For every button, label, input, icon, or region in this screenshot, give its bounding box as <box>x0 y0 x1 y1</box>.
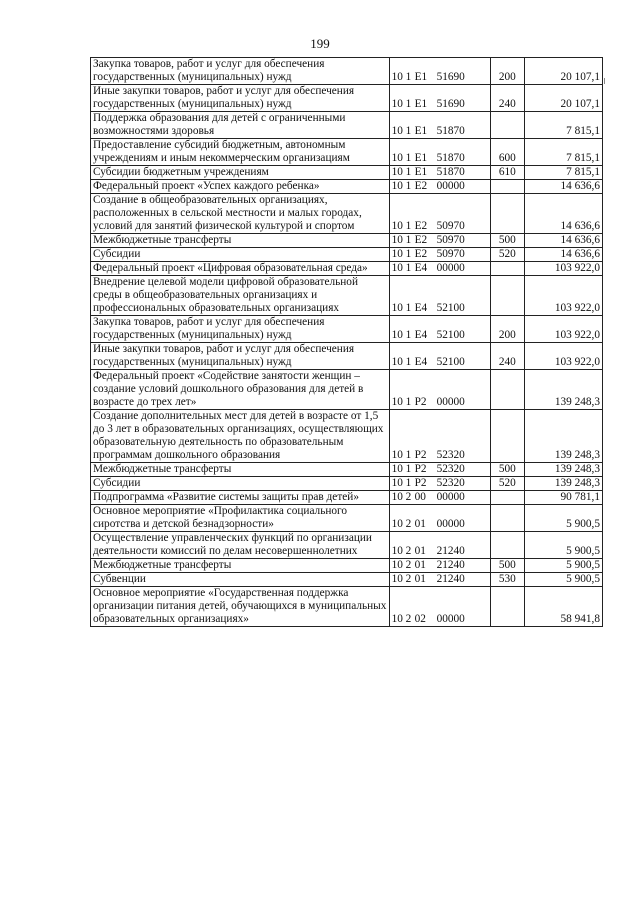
code-subsection: 2 <box>405 545 412 557</box>
table-row <box>91 316 603 343</box>
code-program: P2 <box>414 449 427 461</box>
row-name: Иные закупки товаров, работ и услуг для обеспечения государственных (муниципальных) нужд <box>93 343 355 368</box>
row-amount: 14 636,6 <box>524 248 602 262</box>
row-name: Предоставление субсидий бюджетным, автономным учреждениям и иным некоммерческим организациям <box>93 139 350 164</box>
row-expense-type: 200 <box>490 58 524 85</box>
row-name-cell <box>91 234 390 248</box>
row-expense-type: 240 <box>490 85 524 112</box>
scan-mark <box>604 78 605 84</box>
row-code-cell <box>389 180 490 194</box>
code-program: P2 <box>414 477 427 489</box>
row-amount: 14 636,6 <box>524 194 602 234</box>
code-subsection: 1 <box>405 166 412 178</box>
row-amount: 139 248,3 <box>524 410 602 463</box>
table-row <box>91 532 603 559</box>
row-name-cell <box>91 166 390 180</box>
row-name-cell <box>91 276 390 316</box>
code-section: 10 <box>391 613 403 625</box>
code-section: 10 <box>391 573 403 585</box>
code-subsection: 1 <box>405 234 412 246</box>
row-name: Основное мероприятие «Профилактика социального сиротства и детской безнадзорности» <box>93 505 348 530</box>
code-subsection: 1 <box>405 71 412 83</box>
code-direction: 50970 <box>436 248 465 260</box>
code-direction: 52320 <box>436 449 465 461</box>
row-code-cell <box>389 194 490 234</box>
row-code-cell <box>389 262 490 276</box>
code-subsection: 1 <box>405 329 412 341</box>
code-direction: 00000 <box>436 180 465 192</box>
code-section: 10 <box>391 356 403 368</box>
row-code-cell <box>389 559 490 573</box>
row-amount: 5 900,5 <box>524 573 602 587</box>
code-program: E4 <box>414 356 428 368</box>
code-program: E1 <box>414 152 428 164</box>
table-row <box>91 559 603 573</box>
row-amount: 20 107,1 <box>524 58 602 85</box>
code-section: 10 <box>391 559 403 571</box>
code-program: 01 <box>414 518 426 530</box>
row-name-cell <box>91 370 390 410</box>
row-name-cell <box>91 58 390 85</box>
code-subsection: 2 <box>405 518 412 530</box>
row-name-cell <box>91 194 390 234</box>
row-code-cell <box>389 532 490 559</box>
row-name-cell <box>91 587 390 627</box>
page-number: 199 <box>310 36 330 51</box>
row-expense-type: 500 <box>490 463 524 477</box>
row-expense-type <box>490 112 524 139</box>
code-section: 10 <box>391 166 403 178</box>
row-amount: 90 781,1 <box>524 491 602 505</box>
code-section: 10 <box>391 329 403 341</box>
row-name: Федеральный проект «Цифровая образовательная среда» <box>93 262 368 274</box>
row-name: Основное мероприятие «Государственная поддержка организации питания детей, обучающихся в муниципальных образовательных организациях» <box>93 587 387 625</box>
row-code-cell <box>389 410 490 463</box>
row-code-cell <box>389 316 490 343</box>
table-row <box>91 166 603 180</box>
table-row <box>91 276 603 316</box>
code-section: 10 <box>391 248 403 260</box>
row-amount: 103 922,0 <box>524 316 602 343</box>
row-name: Федеральный проект «Успех каждого ребенка» <box>93 180 320 192</box>
code-direction: 52100 <box>436 356 465 368</box>
code-program: 01 <box>414 573 426 585</box>
code-subsection: 2 <box>405 613 412 625</box>
row-expense-type: 600 <box>490 139 524 166</box>
row-name-cell <box>91 139 390 166</box>
row-name: Межбюджетные трансферты <box>93 559 232 571</box>
code-program: E1 <box>414 98 428 110</box>
code-subsection: 1 <box>405 463 412 475</box>
row-amount: 14 636,6 <box>524 180 602 194</box>
row-amount: 103 922,0 <box>524 276 602 316</box>
row-amount: 5 900,5 <box>524 559 602 573</box>
table-row <box>91 370 603 410</box>
code-section: 10 <box>391 491 403 503</box>
row-code-cell <box>389 587 490 627</box>
row-code-cell <box>389 58 490 85</box>
code-subsection: 1 <box>405 302 412 314</box>
row-name: Внедрение целевой модели цифровой образовательной среды в общеобразовательных организациях и профессиональных образовательных организациях <box>93 276 358 314</box>
code-section: 10 <box>391 302 403 314</box>
table-row <box>91 85 603 112</box>
row-expense-type <box>490 505 524 532</box>
code-program: E1 <box>414 166 428 178</box>
code-subsection: 1 <box>405 356 412 368</box>
table-row <box>91 463 603 477</box>
code-subsection: 1 <box>405 125 412 137</box>
code-subsection: 2 <box>405 573 412 585</box>
row-name: Межбюджетные трансферты <box>93 463 232 475</box>
code-subsection: 1 <box>405 98 412 110</box>
code-direction: 51870 <box>436 152 465 164</box>
row-amount: 103 922,0 <box>524 262 602 276</box>
table-row <box>91 248 603 262</box>
table-row <box>91 505 603 532</box>
code-subsection: 2 <box>405 559 412 571</box>
code-program: E4 <box>414 329 428 341</box>
row-expense-type <box>490 180 524 194</box>
code-direction: 00000 <box>436 396 465 408</box>
code-section: 10 <box>391 396 403 408</box>
code-subsection: 1 <box>405 180 412 192</box>
table-row <box>91 491 603 505</box>
row-code-cell <box>389 477 490 491</box>
row-name-cell <box>91 477 390 491</box>
code-program: 01 <box>414 559 426 571</box>
row-code-cell <box>389 248 490 262</box>
code-program: E1 <box>414 125 428 137</box>
code-direction: 00000 <box>436 262 465 274</box>
row-expense-type: 200 <box>490 316 524 343</box>
code-subsection: 1 <box>405 477 412 489</box>
code-direction: 51690 <box>436 71 465 83</box>
code-section: 10 <box>391 180 403 192</box>
row-name: Межбюджетные трансферты <box>93 234 232 246</box>
budget-table <box>90 57 603 627</box>
row-code-cell <box>389 85 490 112</box>
code-program: E4 <box>414 302 428 314</box>
code-program: E2 <box>414 248 428 260</box>
row-name-cell <box>91 180 390 194</box>
row-expense-type <box>490 370 524 410</box>
code-direction: 50970 <box>436 234 465 246</box>
table-row <box>91 234 603 248</box>
code-subsection: 1 <box>405 262 412 274</box>
table-row <box>91 139 603 166</box>
row-name-cell <box>91 559 390 573</box>
row-name-cell <box>91 248 390 262</box>
table-row <box>91 194 603 234</box>
row-name-cell <box>91 532 390 559</box>
row-amount: 58 941,8 <box>524 587 602 627</box>
code-section: 10 <box>391 125 403 137</box>
row-name: Создание в общеобразовательных организациях, расположенных в сельской местности и малых городах, условий для занятий физической культурой и спортом <box>93 194 362 232</box>
row-name: Федеральный проект «Содействие занятости женщин – создание условий дошкольного образования для детей в возрасте до трех лет» <box>93 370 364 408</box>
row-amount: 5 900,5 <box>524 532 602 559</box>
code-section: 10 <box>391 220 403 232</box>
code-subsection: 1 <box>405 449 412 461</box>
row-name: Поддержка образования для детей с ограниченными возможностями здоровья <box>93 112 346 137</box>
table-row <box>91 112 603 139</box>
code-section: 10 <box>391 477 403 489</box>
budget-table-body <box>91 58 603 627</box>
row-expense-type <box>490 491 524 505</box>
row-code-cell <box>389 139 490 166</box>
row-code-cell <box>389 166 490 180</box>
row-name: Создание дополнительных мест для детей в возрасте от 1,5 до 3 лет в образовательных организациях, осуществляющих образовательную деятельность по образовательным программам дошкольного образования <box>93 410 384 461</box>
code-section: 10 <box>391 518 403 530</box>
code-direction: 52100 <box>436 302 465 314</box>
row-amount: 7 815,1 <box>524 166 602 180</box>
code-program: E1 <box>414 71 428 83</box>
code-direction: 52320 <box>436 463 465 475</box>
code-subsection: 1 <box>405 248 412 260</box>
code-section: 10 <box>391 98 403 110</box>
code-section: 10 <box>391 545 403 557</box>
table-row <box>91 58 603 85</box>
row-name-cell <box>91 410 390 463</box>
code-direction: 51870 <box>436 166 465 178</box>
code-subsection: 1 <box>405 152 412 164</box>
row-code-cell <box>389 112 490 139</box>
code-direction: 00000 <box>436 518 465 530</box>
row-name: Иные закупки товаров, работ и услуг для обеспечения государственных (муниципальных) нужд <box>93 85 355 110</box>
row-name: Субвенции <box>93 573 146 585</box>
row-name-cell <box>91 316 390 343</box>
row-expense-type <box>490 410 524 463</box>
row-code-cell <box>389 573 490 587</box>
row-expense-type: 610 <box>490 166 524 180</box>
code-program: 02 <box>414 613 426 625</box>
code-direction: 00000 <box>436 613 465 625</box>
code-subsection: 1 <box>405 220 412 232</box>
row-amount: 139 248,3 <box>524 370 602 410</box>
row-code-cell <box>389 276 490 316</box>
row-code-cell <box>389 505 490 532</box>
row-name-cell <box>91 505 390 532</box>
code-program: E4 <box>414 262 428 274</box>
row-expense-type <box>490 587 524 627</box>
row-name-cell <box>91 85 390 112</box>
code-program: E2 <box>414 220 428 232</box>
code-direction: 00000 <box>436 491 465 503</box>
row-amount: 5 900,5 <box>524 505 602 532</box>
row-expense-type: 520 <box>490 477 524 491</box>
code-direction: 51690 <box>436 98 465 110</box>
row-name: Субсидии <box>93 248 141 260</box>
code-program: E2 <box>414 180 428 192</box>
code-program: 01 <box>414 545 426 557</box>
row-code-cell <box>389 491 490 505</box>
table-row <box>91 180 603 194</box>
code-section: 10 <box>391 463 403 475</box>
row-name: Субсидии бюджетным учреждениям <box>93 166 269 178</box>
code-direction: 21240 <box>436 559 465 571</box>
code-section: 10 <box>391 152 403 164</box>
row-amount: 139 248,3 <box>524 477 602 491</box>
row-expense-type: 530 <box>490 573 524 587</box>
code-direction: 51870 <box>436 125 465 137</box>
table-row <box>91 343 603 370</box>
code-section: 10 <box>391 262 403 274</box>
code-subsection: 1 <box>405 396 412 408</box>
row-code-cell <box>389 234 490 248</box>
row-expense-type <box>490 194 524 234</box>
code-program: 00 <box>414 491 426 503</box>
row-name-cell <box>91 463 390 477</box>
row-code-cell <box>389 463 490 477</box>
row-expense-type: 520 <box>490 248 524 262</box>
row-expense-type <box>490 276 524 316</box>
code-program: E2 <box>414 234 428 246</box>
code-section: 10 <box>391 234 403 246</box>
row-name: Субсидии <box>93 477 141 489</box>
row-amount: 20 107,1 <box>524 85 602 112</box>
code-direction: 52100 <box>436 329 465 341</box>
row-name-cell <box>91 491 390 505</box>
table-row <box>91 410 603 463</box>
code-section: 10 <box>391 449 403 461</box>
row-name-cell <box>91 262 390 276</box>
code-direction: 50970 <box>436 220 465 232</box>
code-subsection: 2 <box>405 491 412 503</box>
row-name: Закупка товаров, работ и услуг для обеспечения государственных (муниципальных) нужд <box>93 58 325 83</box>
row-code-cell <box>389 370 490 410</box>
code-section: 10 <box>391 71 403 83</box>
row-amount: 103 922,0 <box>524 343 602 370</box>
code-direction: 21240 <box>436 545 465 557</box>
row-amount: 14 636,6 <box>524 234 602 248</box>
code-program: P2 <box>414 396 427 408</box>
code-program: P2 <box>414 463 427 475</box>
row-code-cell <box>389 343 490 370</box>
row-amount: 7 815,1 <box>524 112 602 139</box>
table-row <box>91 573 603 587</box>
code-direction: 52320 <box>436 477 465 489</box>
row-name-cell <box>91 112 390 139</box>
row-amount: 139 248,3 <box>524 463 602 477</box>
row-name: Закупка товаров, работ и услуг для обеспечения государственных (муниципальных) нужд <box>93 316 325 341</box>
row-expense-type <box>490 262 524 276</box>
row-expense-type <box>490 532 524 559</box>
row-name: Осуществление управленческих функций по организации деятельности комиссий по делам несовершеннолетних <box>93 532 372 557</box>
table-row <box>91 477 603 491</box>
code-direction: 21240 <box>436 573 465 585</box>
row-expense-type: 500 <box>490 234 524 248</box>
row-amount: 7 815,1 <box>524 139 602 166</box>
row-expense-type: 500 <box>490 559 524 573</box>
table-row <box>91 587 603 627</box>
row-name-cell <box>91 343 390 370</box>
table-row <box>91 262 603 276</box>
row-name: Подпрограмма «Развитие системы защиты прав детей» <box>93 491 359 503</box>
row-name-cell <box>91 573 390 587</box>
row-expense-type: 240 <box>490 343 524 370</box>
